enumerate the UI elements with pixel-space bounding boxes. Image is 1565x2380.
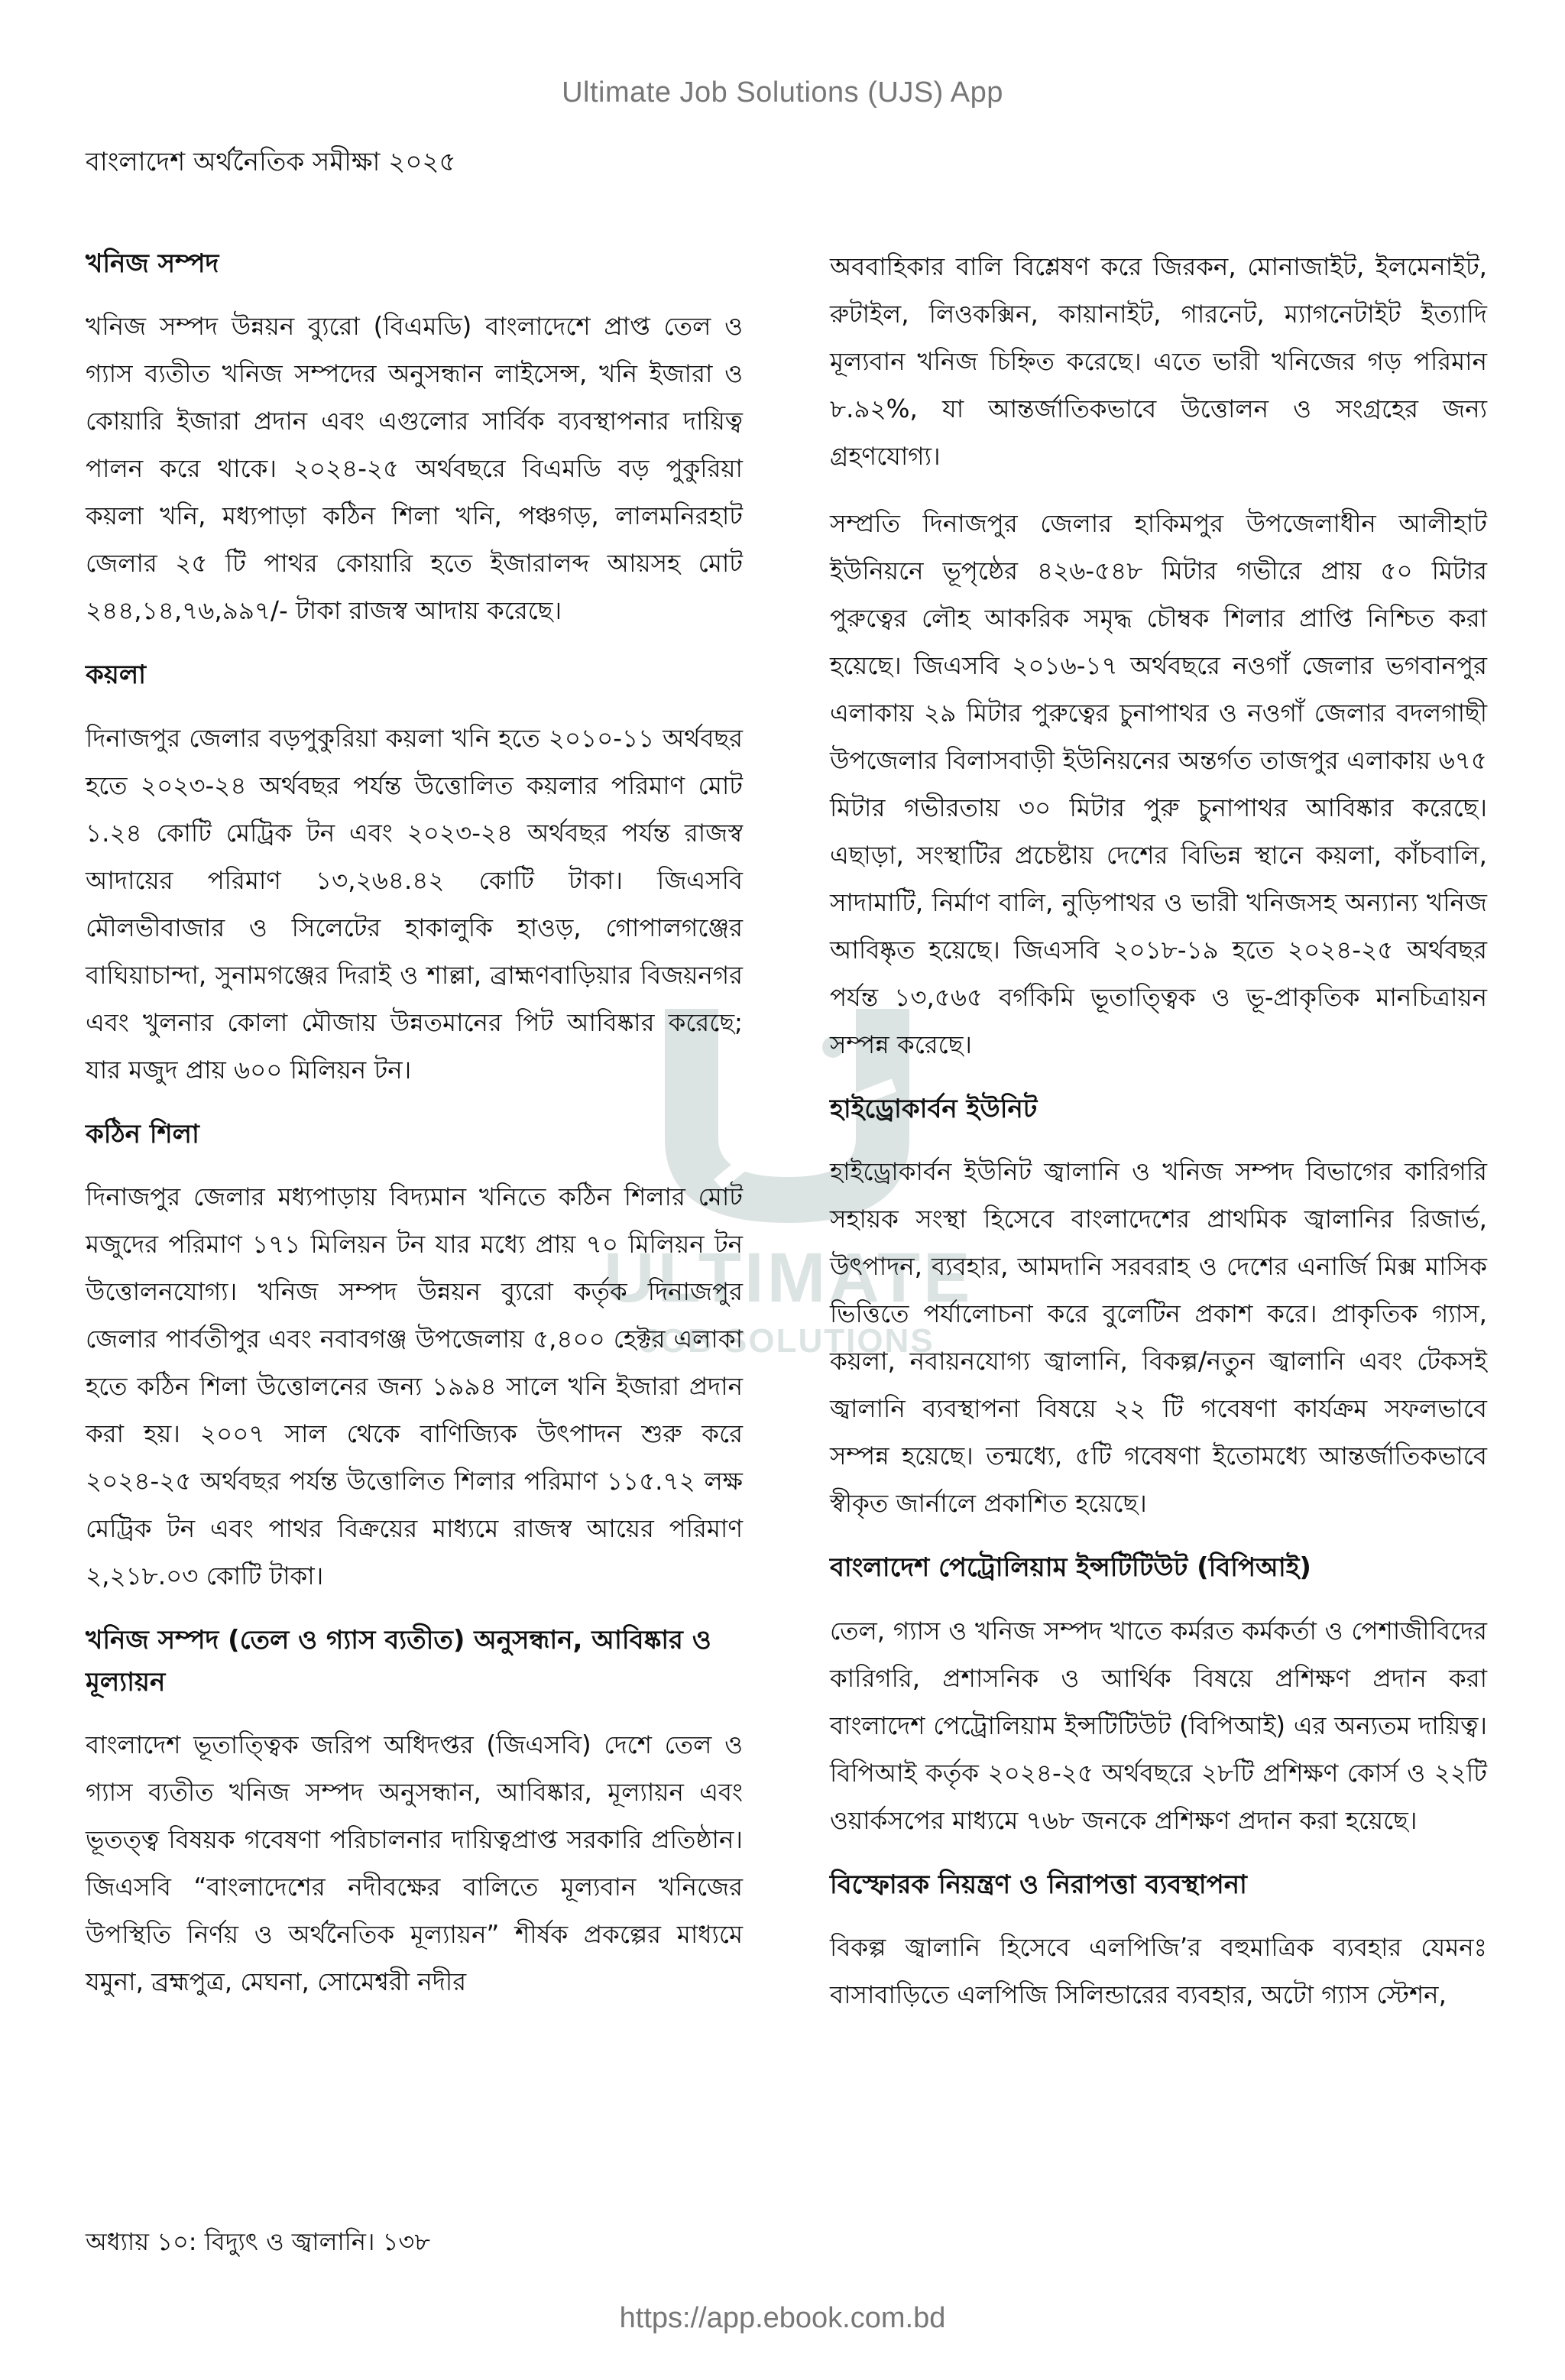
paragraph-coal: দিনাজপুর জেলার বড়পুকুরিয়া কয়লা খনি হতে ২০১০-১১ অর্থবছর হতে ২০২৩-২৪ অর্থবছর পর্যন্ত উত্তোলিত কয়লার পরিমাণ মোট ১.২৪ কোটি মেট্রিক টন এবং ২০২৩-২৪ অর্থবছর পর্যন্ত রাজস্ব আদায়ের পরিমাণ ১৩,২৬৪.৪২ কোটি টাকা। জিএসবি মৌলভীবাজার ও সিলেটের হাকালুকি হাওড়, গোপালগঞ্জের বাঘিয়াচান্দা, সুনামগঞ্জের দিরাই ও শাল্লা, ব্রাহ্মণবাড়িয়ার বিজয়নগর এবং খুলনার কোলা মৌজায় উন্নতমানের পিট আবিষ্কার করেছে; যার মজুদ প্রায় ৬০০ মিলিয়ন টন। — [86, 723, 743, 1085]
section-heading-hydrocarbon-unit: হাইড্রোকার্বন ইউনিট — [830, 1094, 1038, 1124]
running-title: বাংলাদেশ অর্থনৈতিক সমীক্ষা ২০২৫ — [86, 147, 456, 177]
paragraph-explosives: বিকল্প জ্বালানি হিসেবে এলপিজি’র বহুমাত্রিক ব্যবহার যেমনঃ বাসাবাড়িতে এলপিজি সিলিন্ডারের ব্যবহার, অটো গ্যাস স্টেশন, — [830, 1933, 1487, 2010]
footer-url: https://app.ebook.com.bd — [619, 2302, 946, 2334]
section-heading-explosives: বিস্ফোরক নিয়ন্ত্রণ ও নিরাপত্তা ব্যবস্থাপনা — [830, 1869, 1247, 1900]
paragraph-hard-rock: দিনাজপুর জেলার মধ্যপাড়ায় বিদ্যমান খনিতে কঠিন শিলার মোট মজুদের পরিমাণ ১৭১ মিলিয়ন টন যার মধ্যে প্রায় ৭০ মিলিয়ন টন উত্তোলনযোগ্য। খনিজ সম্পদ উন্নয়ন ব্যুরো কর্তৃক দিনাজপুর জেলার পার্বতীপুর এবং নবাবগঞ্জ উপজেলায় ৫,৪০০ হেক্টর এলাকা হতে কঠিন শিলা উত্তোলনের জন্য ১৯৯৪ সালে খনি ইজারা প্রদান করা হয়। ২০০৭ সাল থেকে বাণিজ্যিক উৎপাদন শুরু করে ২০২৪-২৫ অর্থবছর পর্যন্ত উত্তোলিত শিলার পরিমাণ ১১৫.৭২ লক্ষ মেট্রিক টন এবং পাথর বিক্রয়ের মাধ্যমে রাজস্ব আয়ের পরিমাণ ২,২১৮.০৩ কোটি টাকা। — [86, 1182, 743, 1591]
section-heading-bpi: বাংলাদেশ পেট্রোলিয়াম ইন্সটিটিউট (বিপিআই) — [830, 1552, 1311, 1584]
chapter-page-footer: অধ্যায় ১০: বিদ্যুৎ ও জ্বালানি। ১৩৮ — [86, 2227, 430, 2256]
watermark-title: ULTIMATE — [604, 1239, 974, 1317]
paragraph-hydrocarbon-unit: হাইড্রোকার্বন ইউনিট জ্বালানি ও খনিজ সম্পদ বিভাগের কারিগরি সহায়ক সংস্থা হিসেবে বাংলাদেশের প্রাথমিক জ্বালানির রিজার্ভ, উৎপাদন, ব্যবহার, আমদানি সরবরাহ ও দেশের এনার্জি মিক্স মাসিক ভিত্তিতে পর্যালোচনা করে বুলেটিন প্রকাশ করে। প্রাকৃতিক গ্যাস, কয়লা, নবায়নযোগ্য জ্বালানি, বিকল্প/নতুন জ্বালানি এবং টেকসই জ্বালানি ব্যবস্থাপনা বিষয়ে ২২ টি গবেষণা কার্যক্রম সফলভাবে সম্পন্ন হয়েছে। তন্মধ্যে, ৫টি গবেষণা ইতোমধ্যে আন্তর্জাতিকভাবে স্বীকৃত জার্নালে প্রকাশিত হয়েছে। — [830, 1157, 1487, 1519]
section-heading-mineral-exploration: খনিজ সম্পদ (তেল ও গ্যাস ব্যতীত) অনুসন্ধান, আবিষ্কার ও মূল্যায়ন — [86, 1625, 711, 1697]
paragraph-bmd: খনিজ সম্পদ উন্নয়ন ব্যুরো (বিএমডি) বাংলাদেশে প্রাপ্ত তেল ও গ্যাস ব্যতীত খনিজ সম্পদের অনুসন্ধান লাইসেন্স, খনি ইজারা ও কোয়ারি ইজারা প্রদান এবং এগুলোর সার্বিক ব্যবস্থাপনার দায়িত্ব পালন করে থাকে। ২০২৪-২৫ অর্থবছরে বিএমডি বড় পুকুরিয়া কয়লা খনি, মধ্যপাড়া কঠিন শিলা খনি, পঞ্চগড়, লালমনিরহাট জেলার ২৫ টি পাথর কোয়ারি হতে ইজারালব্দ আয়সহ মোট ২৪৪,১৪,৭৬,৯৯৭/- টাকা রাজস্ব আদায় করেছে। — [86, 312, 743, 626]
section-heading-mineral-resources: খনিজ সম্পদ — [86, 248, 219, 279]
section-heading-hard-rock: কঠিন শিলা — [86, 1118, 199, 1149]
watermark-subtitle: JOB SOLUTIONS — [640, 1322, 935, 1360]
right-column — [830, 243, 1487, 2038]
app-title-header: Ultimate Job Solutions (UJS) App — [562, 76, 1003, 109]
paragraph-gsb: বাংলাদেশ ভূতাত্ত্বিক জরিপ অধিদপ্তর (জিএসবি) দেশে তেল ও গ্যাস ব্যতীত খনিজ সম্পদ অনুসন্ধান, আবিষ্কার, মূল্যায়ন এবং ভূতত্ত্ব বিষয়ক গবেষণা পরিচালনার দায়িত্বপ্রাপ্ত সরকারি প্রতিষ্ঠান। জিএসবি “বাংলাদেশের নদীবক্ষের বালিতে মূল্যবান খনিজের উপস্থিতি নির্ণয় ও অর্থনৈতিক মূল্যায়ন” শীর্ষক প্রকল্পের মাধ্যমে যমুনা, ব্রহ্মপুত্র, মেঘনা, সোমেশ্বরী নদীর — [86, 1730, 743, 1996]
paragraph-iron-ore: সম্প্রতি দিনাজপুর জেলার হাকিমপুর উপজেলাধীন আলীহাট ইউনিয়নে ভূপৃষ্ঠের ৪২৬-৫৪৮ মিটার গভীরে প্রায় ৫০ মিটার পুরুত্বের লৌহ আকরিক সমৃদ্ধ চৌম্বক শিলার প্রাপ্তি নিশ্চিত করা হয়েছে। জিএসবি ২০১৬-১৭ অর্থবছরে নওগাঁ জেলার ভগবানপুর এলাকায় ২৯ মিটার পুরুত্বের চুনাপাথর ও নওগাঁ জেলার বদলগাছী উপজেলার বিলাসবাড়ী ইউনিয়নের অন্তর্গত তাজপুর এলাকায় ৬৭৫ মিটার গভীরতায় ৩০ মিটার পুরু চুনাপাথর আবিষ্কার করেছে। এছাড়া, সংস্থাটির প্রচেষ্টায় দেশের বিভিন্ন স্থানে কয়লা, কাঁচবালি, সাদামাটি, নির্মাণ বালি, নুড়িপাথর ও ভারী খনিজসহ অন্যান্য খনিজ আবিষ্কৃত হয়েছে। জিএসবি ২০১৮-১৯ হতে ২০২৪-২৫ অর্থবছর পর্যন্ত ১৩,৫৬৫ বর্গকিমি ভূতাত্ত্বিক ও ভূ-প্রাকৃতিক মানচিত্রায়ন সম্পন্ন করেছে। — [830, 509, 1487, 1059]
left-column — [86, 243, 743, 2025]
paragraph-gsb-continued: অববাহিকার বালি বিশ্লেষণ করে জিরকন, মোনাজাইট, ইলমেনাইট, রুটাইল, লিওকক্সিন, কায়ানাইট, গারনেট, ম্যাগনেটাইট ইত্যাদি মূল্যবান খনিজ চিহ্নিত করেছে। এতে ভারী খনিজের গড় পরিমান ৮.৯২%, যা আন্তর্জাতিকভাবে উত্তোলন ও সংগ্রহের জন্য গ্রহণযোগ্য। — [830, 252, 1487, 471]
paragraph-bpi: তেল, গ্যাস ও খনিজ সম্পদ খাতে কর্মরত কর্মকর্তা ও পেশাজীবিদের কারিগরি, প্রশাসনিক ও আর্থিক বিষয়ে প্রশিক্ষণ প্রদান করা বাংলাদেশ পেট্রোলিয়াম ইন্সটিটিউট (বিপিআই) এর অন্যতম দায়িত্ব। বিপিআই কর্তৃক ২০২৪-২৫ অর্থবছরে ২৮টি প্রশিক্ষণ কোর্স ও ২২টি ওয়ার্কসপের মাধ্যমে ৭৬৮ জনকে প্রশিক্ষণ প্রদান করা হয়েছে। — [830, 1616, 1487, 1835]
section-heading-coal: কয়লা — [86, 660, 147, 691]
